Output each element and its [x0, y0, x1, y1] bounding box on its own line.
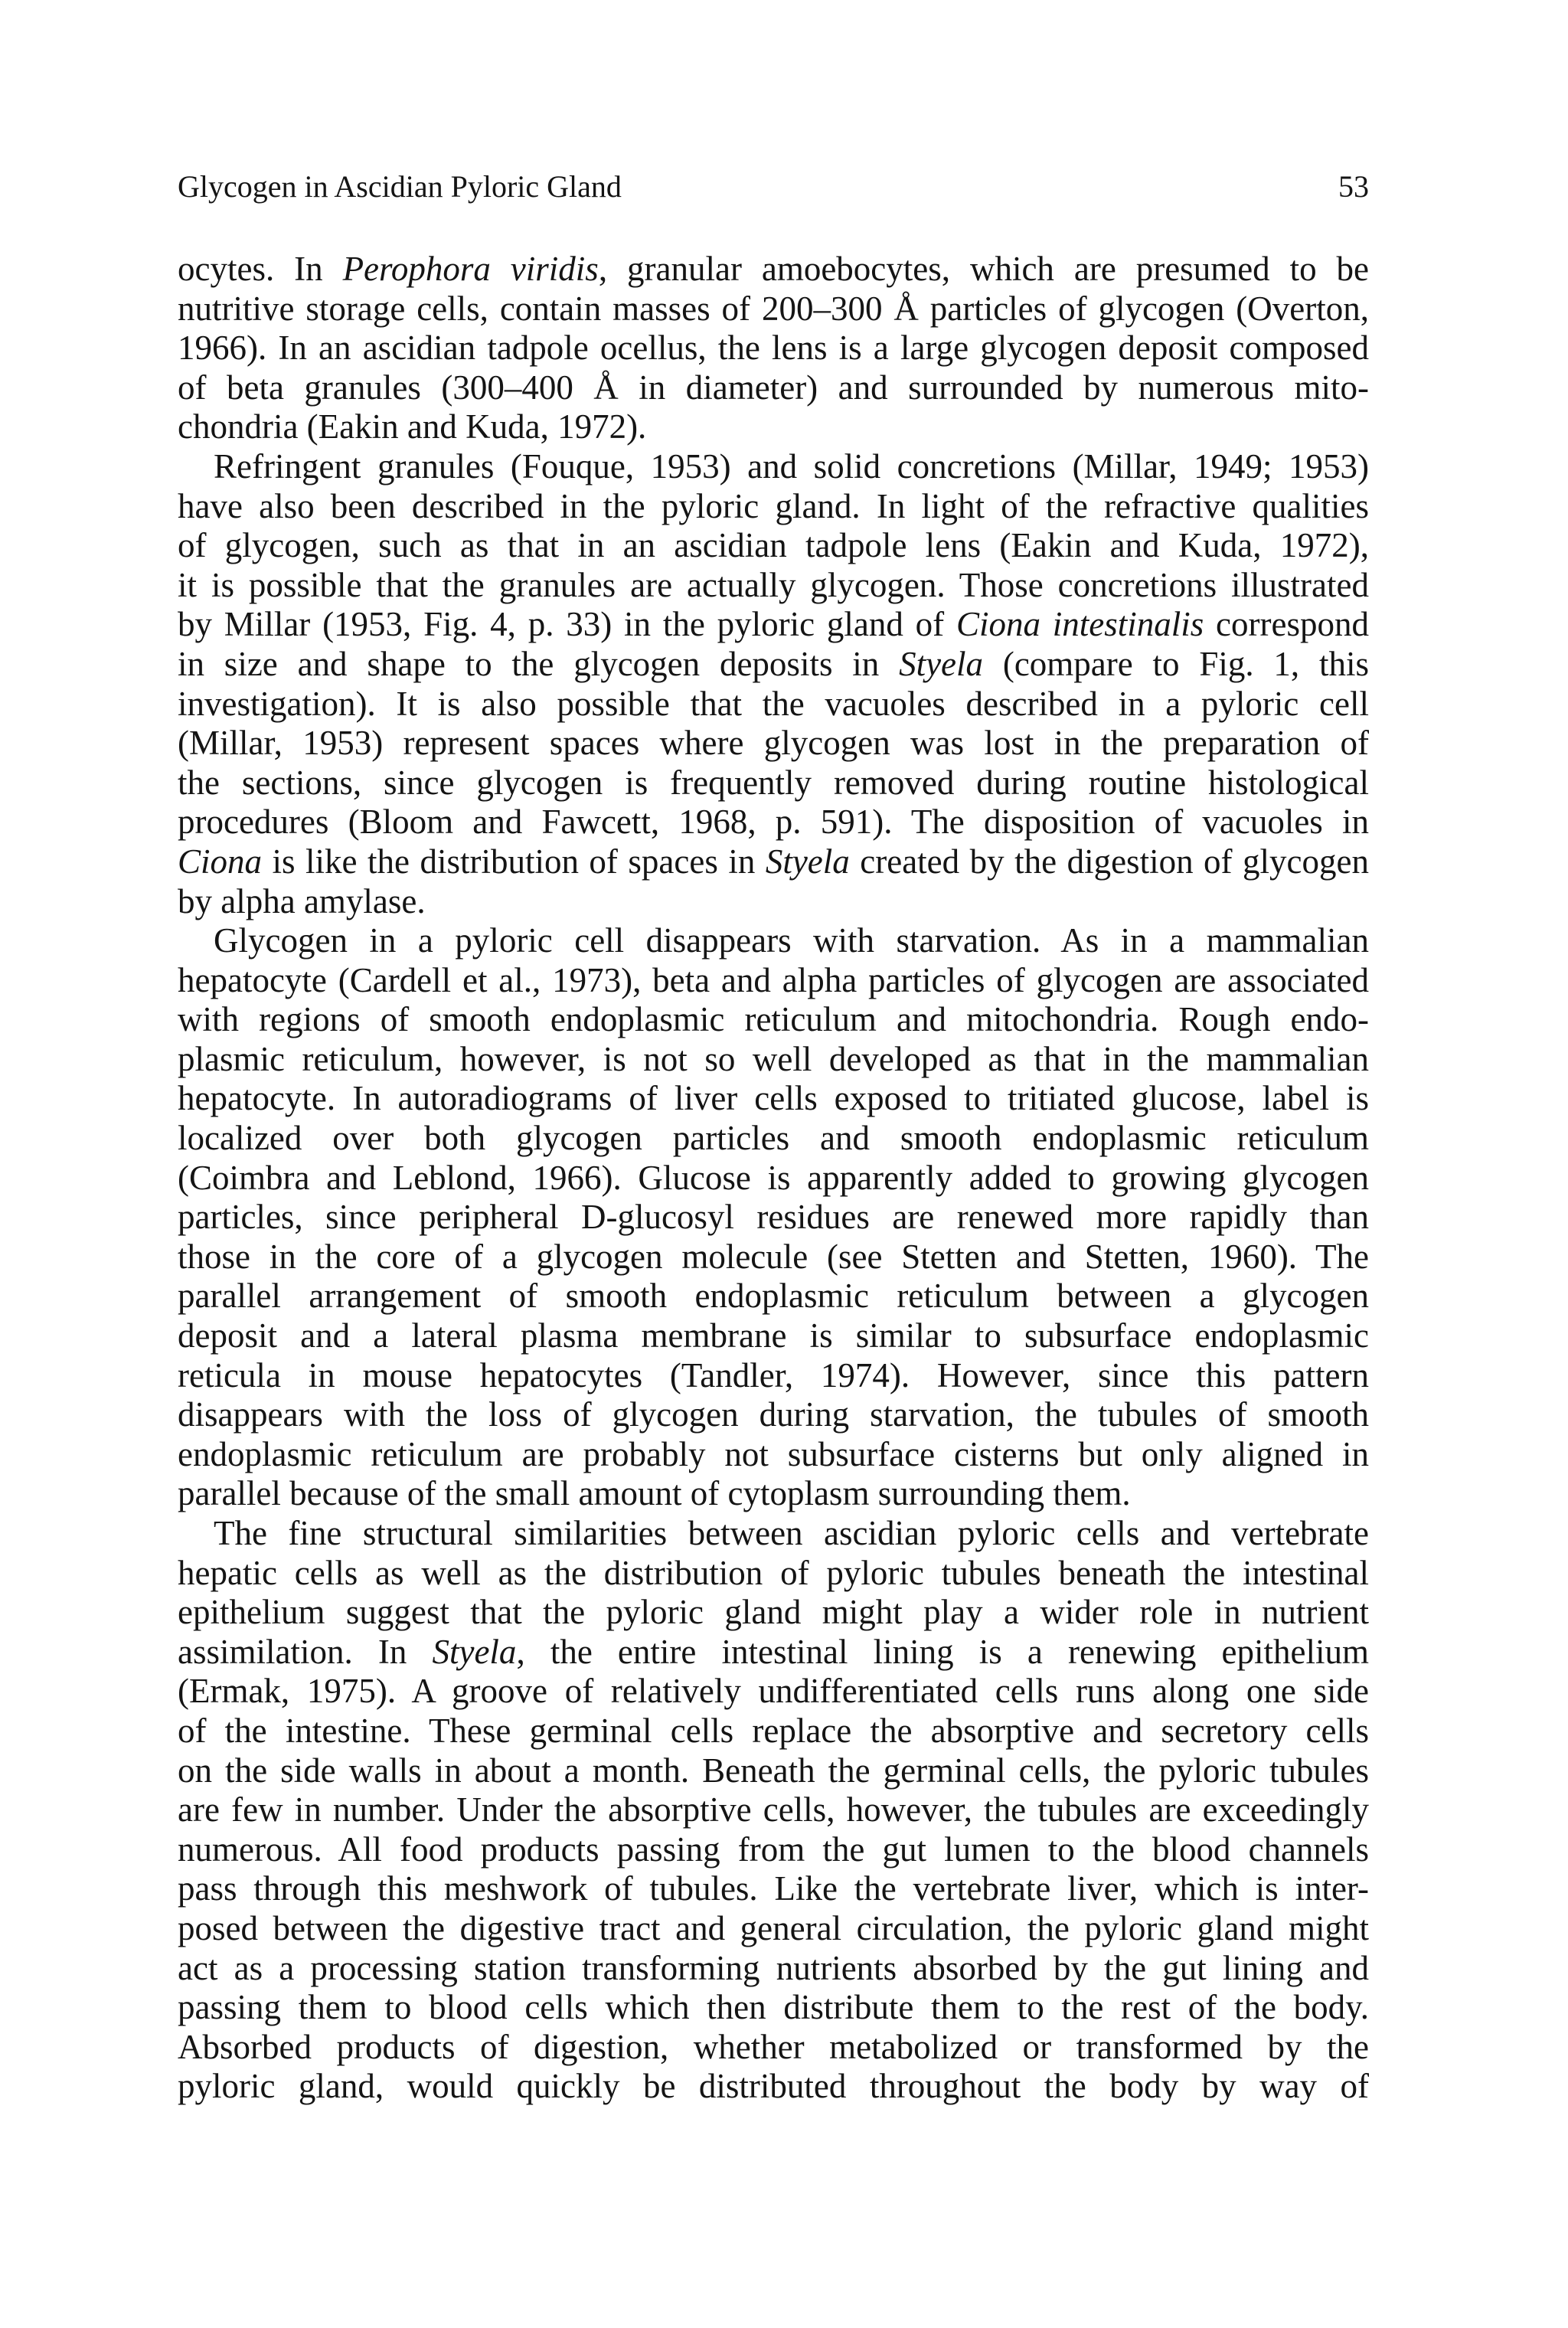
text-line — [178, 1869, 1369, 1909]
text-line — [178, 961, 1369, 1001]
text-run: of the intestine. These germinal cells replace the absorptive and secretory cells — [178, 1711, 1369, 1750]
text-run: those in the core of a glycogen molecule (see Stetten and Stetten, 1960). The — [178, 1237, 1369, 1276]
text-line — [178, 1277, 1369, 1316]
text-line — [178, 1949, 1369, 1989]
text-run: the sections, since glycogen is frequently removed during routine histological — [178, 763, 1369, 802]
text-run: plasmic reticulum, however, is not so well developed as that in the mammalian — [178, 1039, 1369, 1078]
text-line — [178, 2028, 1369, 2068]
page-number: 53 — [1338, 169, 1369, 204]
text-run: Refringent granules (Fouque, 1953) and solid concretions (Millar, 1949; 1953) — [214, 446, 1369, 486]
text-run: of beta granules (300–400 Å in diameter) and surrounded by numerous mito- — [178, 368, 1369, 407]
text-run: , granular amoebocytes, which are presumed to be — [598, 250, 1370, 288]
text-run: localized over both glycogen particles and smooth endoplasmic reticulum — [178, 1119, 1369, 1158]
text-run: Glycogen in a pyloric cell disappears with starvation. As in a mammalian — [214, 921, 1369, 960]
text-run: with regions of smooth endoplasmic reticulum and mitochondria. Rough endo- — [178, 1000, 1369, 1039]
text-run: (Coimbra and Leblond, 1966). Glucose is apparently added to growing glycogen — [178, 1158, 1369, 1197]
text-run: numerous. All food products passing from the gut lumen to the blood channels — [178, 1829, 1369, 1869]
text-run: have also been described in the pyloric gland. In light of the refractive qualities — [178, 486, 1369, 525]
text-run: pass through this meshwork of tubules. Like the vertebrate liver, which is inter- — [178, 1869, 1369, 1908]
italic-text-run: Perophora viridis — [342, 250, 599, 288]
text-line — [178, 1712, 1369, 1751]
italic-text-run: Styela — [899, 644, 984, 683]
text-run: created by the digestion of glycogen — [849, 842, 1369, 881]
italic-text-run: Ciona intestinalis — [956, 605, 1204, 644]
text-run: The fine structural similarities between ascidian pyloric cells and vertebrate — [214, 1514, 1369, 1552]
text-line — [178, 1316, 1369, 1356]
italic-text-run: Styela — [432, 1632, 517, 1671]
text-run: 1966). In an ascidian tadpole ocellus, the lens is a large glycogen deposit composed — [178, 329, 1369, 368]
text-run: (Millar, 1953) represent spaces where glycogen was lost in the preparation of — [178, 724, 1369, 763]
text-line — [178, 1395, 1369, 1435]
text-run: investigation). It is also possible that the vacuoles described in a pyloric cell — [178, 684, 1369, 723]
text-run: procedures (Bloom and Fawcett, 1968, p. 591). The disposition of vacuoles in — [178, 803, 1369, 842]
running-header — [178, 169, 1369, 204]
text-run: pyloric gland, would quickly be distributed throughout the body by way of — [178, 2067, 1369, 2106]
text-line — [178, 1593, 1369, 1633]
italic-text-run: Styela — [765, 842, 850, 881]
text-line — [178, 329, 1369, 368]
text-line — [178, 487, 1369, 527]
text-line — [178, 526, 1369, 566]
text-line — [178, 1790, 1369, 1830]
paragraph — [178, 250, 1369, 447]
text-line — [178, 447, 1369, 487]
text-line — [178, 1751, 1369, 1791]
text-run: in size and shape to the glycogen deposits in — [178, 644, 900, 683]
text-line — [178, 1119, 1369, 1159]
text-line — [178, 1988, 1369, 2028]
text-run: chondria (Eakin and Kuda, 1972). — [178, 407, 647, 446]
text-line — [178, 1633, 1369, 1672]
text-line — [178, 921, 1369, 961]
text-line — [178, 1554, 1369, 1594]
paragraph — [178, 921, 1369, 1514]
text-run: (compare to Fig. 1, this — [983, 644, 1369, 683]
italic-text-run: Ciona — [178, 842, 263, 881]
text-line — [178, 1079, 1369, 1119]
text-line — [178, 605, 1369, 645]
text-run: , the entire intestinal lining is a renewing epithelium — [516, 1632, 1369, 1671]
paragraph — [178, 447, 1369, 921]
text-line — [178, 1159, 1369, 1198]
text-run: act as a processing station transforming nutrients absorbed by the gut lining and — [178, 1948, 1369, 1987]
text-line — [178, 1238, 1369, 1277]
text-run: are few in number. Under the absorptive cells, however, the tubules are exceedingly — [178, 1790, 1369, 1829]
text-run: ocytes. In — [178, 250, 343, 288]
text-line — [178, 645, 1369, 685]
text-run: endoplasmic reticulum are probably not subsurface cisterns but only aligned in — [178, 1434, 1369, 1473]
running-title: Glycogen in Ascidian Pyloric Gland — [178, 169, 622, 204]
text-line — [178, 882, 1369, 922]
text-run: hepatocyte (Cardell et al., 1973), beta and alpha particles of glycogen are associated — [178, 960, 1369, 999]
text-run: on the side walls in about a month. Beneath the germinal cells, the pyloric tubules — [178, 1751, 1369, 1790]
text-run: of glycogen, such as that in an ascidian tadpole lens (Eakin and Kuda, 1972), — [178, 526, 1369, 565]
text-run: (Ermak, 1975). A groove of relatively undifferentiated cells runs along one side — [178, 1672, 1369, 1711]
text-line — [178, 1040, 1369, 1080]
text-line — [178, 1909, 1369, 1949]
text-line — [178, 368, 1369, 408]
text-line — [178, 803, 1369, 842]
text-run: it is possible that the granules are actually glycogen. Those concretions illustrated — [178, 565, 1369, 604]
text-run: nutritive storage cells, contain masses of 200–300 Å particles of glycogen (Overton, — [178, 289, 1369, 328]
text-line — [178, 1435, 1369, 1475]
text-line — [178, 1830, 1369, 1870]
text-line — [178, 289, 1369, 329]
text-line — [178, 842, 1369, 882]
text-line — [178, 1198, 1369, 1238]
text-line — [178, 1474, 1369, 1514]
text-run: passing them to blood cells which then distribute them to the rest of the body. — [178, 1988, 1369, 2027]
text-run: parallel because of the small amount of cytoplasm surrounding them. — [178, 1474, 1131, 1513]
text-run: by Millar (1953, Fig. 4, p. 33) in the pyloric gland of — [178, 605, 956, 644]
text-run: parallel arrangement of smooth endoplasmic reticulum between a glycogen — [178, 1277, 1369, 1316]
text-run: reticula in mouse hepatocytes (Tandler, 1974). However, since this pattern — [178, 1355, 1369, 1395]
text-run: assimilation. In — [178, 1632, 433, 1671]
text-run: is like the distribution of spaces in — [262, 842, 766, 881]
text-run: hepatic cells as well as the distribution of pyloric tubules beneath the intestinal — [178, 1553, 1369, 1592]
text-run: correspond — [1204, 605, 1369, 644]
text-run: hepatocyte. In autoradiograms of liver cells exposed to tritiated glucose, label is — [178, 1079, 1369, 1118]
text-line — [178, 724, 1369, 763]
text-line — [178, 685, 1369, 724]
text-line — [178, 1514, 1369, 1554]
text-run: deposit and a lateral plasma membrane is similar to subsurface endoplasmic — [178, 1316, 1369, 1355]
text-line — [178, 250, 1369, 289]
text-run: epithelium suggest that the pyloric gland might play a wider role in nutrient — [178, 1593, 1369, 1632]
text-line — [178, 763, 1369, 803]
text-line — [178, 2067, 1369, 2107]
text-line — [178, 1356, 1369, 1396]
text-run: particles, since peripheral D-glucosyl residues are renewed more rapidly than — [178, 1198, 1369, 1237]
text-line — [178, 1672, 1369, 1712]
text-line — [178, 407, 1369, 447]
text-line — [178, 566, 1369, 606]
text-run: Absorbed products of digestion, whether metabolized or transformed by the — [178, 2027, 1369, 2066]
text-line — [178, 1000, 1369, 1040]
text-run: by alpha amylase. — [178, 881, 426, 920]
text-run: disappears with the loss of glycogen during starvation, the tubules of smooth — [178, 1395, 1369, 1434]
body-text — [178, 250, 1369, 2107]
text-run: posed between the digestive tract and general circulation, the pyloric gland might — [178, 1908, 1369, 1947]
paragraph — [178, 1514, 1369, 2107]
